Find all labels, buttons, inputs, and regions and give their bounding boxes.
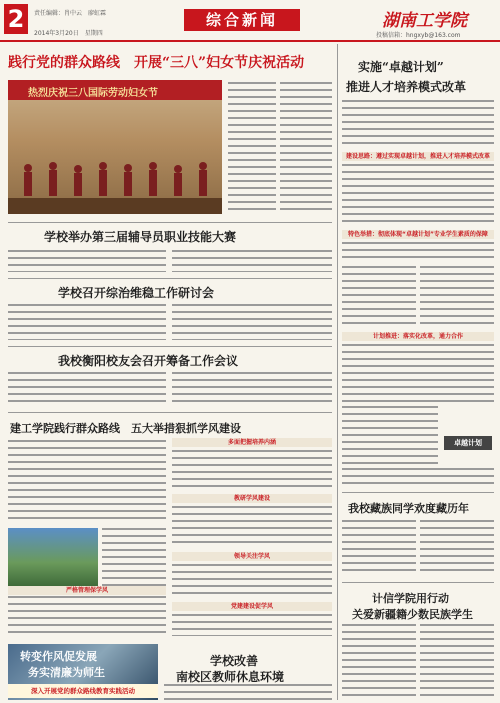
excellence-tag: 卓越计划 [444,436,492,450]
body-excellence-1 [342,100,494,148]
body-counselor-1 [8,250,166,272]
subhead-excellence-2: 特色举措：彻底体现“卓越计划”专业学生素质的保障 [342,230,494,239]
subhead-teaching: 教研学风建设 [172,494,332,503]
banner-line-3: 深入开展党的群众路线教育实践活动 [8,684,158,698]
subhead-excellence-1: 建设思路：遵过实现卓越计划，推进人才培养模式改革 [342,152,494,161]
headline-xinjiang-1: 计信学院用行动 [372,592,449,605]
divider [8,278,332,279]
body-xinjiang-2 [420,624,494,700]
subhead-management: 严格管理保学风 [8,586,166,595]
body-study-style-3 [8,596,166,636]
body-stability-1 [8,304,166,340]
headline-alumni-meeting: 我校衡阳校友会召开筹备工作会议 [58,354,239,368]
body-study-style-7 [172,614,332,636]
body-rest-area [164,684,332,700]
body-study-style-5 [172,506,332,548]
page-number: 2 [4,4,28,34]
contact-line: 投稿信箱：hngxyb@163.com [376,32,461,39]
body-study-style-4 [172,450,332,490]
section-title: 综合新闻 [184,9,300,31]
divider [342,492,494,493]
banner-line-1: 转变作风促发展 [20,650,97,663]
photo-womens-day [8,80,222,214]
body-stability-2 [172,304,332,340]
body-alumni-2 [172,372,332,406]
body-study-style-2 [102,528,166,586]
headline-rest-area-2: 南校区教师休息环境 [176,670,285,684]
column-divider [337,44,338,700]
body-counselor-2 [172,250,332,272]
date-line: 2014年3月20日 星期四 [34,30,103,37]
body-excellence-8 [342,468,494,488]
headline-womens-day: 践行党的群众路线 开展“三八”妇女节庆祝活动 [8,55,305,71]
body-study-style-6 [172,564,332,598]
subhead-culture: 多面把握培养内涵 [172,438,332,447]
dancers-figure [8,154,222,214]
body-womens-day-1 [228,82,276,214]
subhead-excellence-3: 计划推进：落实化改革，通力合作 [342,332,494,341]
headline-excellence-2: 推进人才培养模式改革 [346,80,467,94]
photo-students [8,528,98,586]
body-tibetan-1 [342,520,416,576]
subhead-party: 党建建设促学风 [172,602,332,611]
headline-stability-meeting: 学校召开综治维稳工作研讨会 [58,286,215,300]
divider [8,346,332,347]
body-excellence-4 [342,266,416,326]
page-header [0,0,500,42]
headline-xinjiang-2: 关爱新疆籍少数民族学生 [352,608,473,621]
body-excellence-7 [342,406,438,466]
divider [8,222,332,223]
body-xinjiang-1 [342,624,416,700]
divider [8,412,332,413]
masthead-logo: 湖南工学院 [382,11,467,31]
editor-line: 责任编辑：肖中云 廖虹霖 [34,10,107,17]
body-excellence-2 [342,164,494,226]
photo-caption: 热烈庆祝三八国际劳动妇女节 [28,88,158,99]
subhead-leadership: 领导关注学风 [172,552,332,561]
headline-rest-area-1: 学校改善 [210,654,259,668]
headline-counselor-contest: 学校举办第三届辅导员职业技能大赛 [44,230,237,244]
body-excellence-3 [342,242,494,262]
divider [342,582,494,583]
headline-excellence-1: 实施“卓越计划” [358,60,444,74]
body-womens-day-2 [280,82,332,214]
banner-graphic [8,644,158,700]
headline-tibetan-new-year: 我校藏族同学欢度藏历年 [348,502,469,515]
headline-study-style: 建工学院践行群众路线 五大举措狠抓学风建设 [10,422,241,435]
body-excellence-5 [420,266,494,326]
body-study-style-1 [8,440,166,524]
banner-line-2: 务实清廉为师生 [28,666,105,679]
body-tibetan-2 [420,520,494,576]
body-alumni-1 [8,372,166,406]
photo-banner [8,80,222,100]
body-excellence-6 [342,344,494,402]
